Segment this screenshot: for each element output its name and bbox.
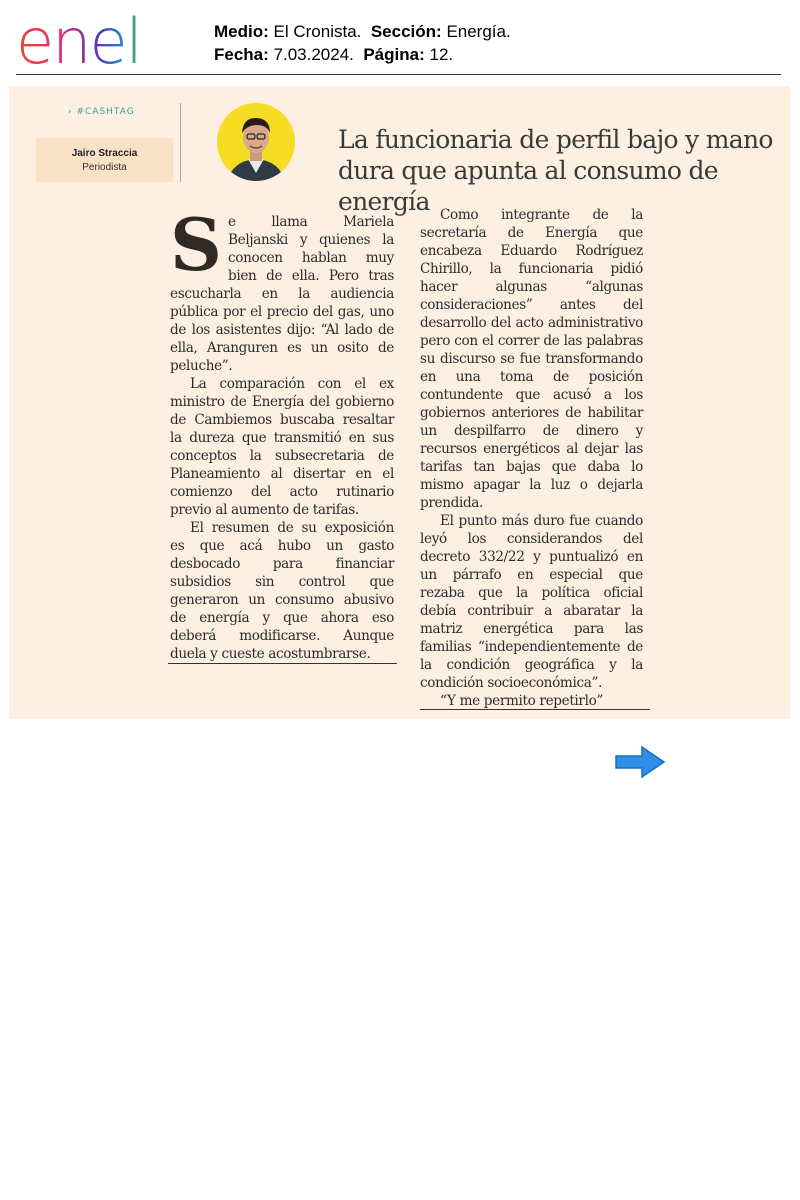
author-avatar	[217, 103, 295, 181]
paragraph: e llama Mariela Beljanski y quienes la conocen hablan muy bien de ella. Pero tras escucharla en la audiencia pública por el precio del gas, uno de los asistentes dijo: “Al lado de ella, Aranguren es un osito de peluche”.	[170, 214, 394, 374]
byline-divider	[180, 103, 181, 182]
paragraph: “Y me permito repetirlo”	[440, 693, 604, 709]
svg-text:enel: enel	[16, 8, 141, 70]
paragraph: Como integrante de la secretaría de Energía que encabeza Eduardo Rodríguez Chirillo, la funcionaria pidió hacer algunas “algunas consideraciones” antes del desarrollo del acto administrativo pero con el correr de las palabras su discurso se fue transformando en una toma de posición contundente que acusó a los gobiernos anteriores de habilitar un despilfarro de dinero y recursos energéticos al dejar las tarifas tan bajas que daba lo mismo apagar la luz o dejarla prendida.	[420, 207, 643, 511]
article-column-2	[420, 206, 643, 710]
pagina-label: Página:	[363, 45, 425, 64]
section-tag: › #CASHTAG	[68, 107, 135, 117]
paragraph: La comparación con el ex ministro de Energía del gobierno de Cambiemos buscaba resaltar la dureza que transmitió en sus conceptos la subsecretaria de Planeamiento al disertar en el comienzo del acto rutinario previo al aumento de tarifas.	[170, 376, 394, 518]
header-divider	[16, 74, 781, 75]
author-role: Periodista	[82, 162, 127, 173]
pagina-value: 12.	[429, 45, 454, 64]
seccion-label: Sección:	[370, 22, 442, 41]
fecha-value: 7.03.2024.	[273, 45, 354, 64]
article-headline: La funcionaria de perfil bajo y mano dura que apunta al consumo de energía	[338, 125, 773, 216]
fecha-label: Fecha:	[214, 45, 269, 64]
document-metadata	[214, 20, 511, 66]
medio-value: El Cronista.	[273, 22, 362, 41]
paragraph: El resumen de su exposición es que acá hubo un gasto desbocado para financiar subsidios sin control que generaron un consumo abusivo de energía y que ahora eso deberá modificarse. Aunque duela y cueste acostumbrarse.	[170, 520, 394, 662]
author-name: Jairo Straccia	[71, 148, 138, 159]
column-end-rule	[168, 663, 397, 664]
paragraph: El punto más duro fue cuando leyó los considerandos del decreto 332/22 y puntualizó en un párrafo en especial que rezaba que la política oficial debía contribuir a abaratar la matriz energética para las familias “independientemente de la condición geográfica y la condición socioeconómica”.	[420, 513, 643, 691]
arrow-right-icon[interactable]	[614, 745, 666, 779]
column-end-rule	[420, 709, 650, 710]
seccion-value: Energía.	[446, 22, 511, 41]
author-box	[36, 138, 173, 182]
medio-label: Medio:	[214, 22, 269, 41]
article-column-1	[170, 202, 394, 663]
drop-cap: S	[170, 202, 222, 287]
enel-logo	[16, 8, 181, 70]
